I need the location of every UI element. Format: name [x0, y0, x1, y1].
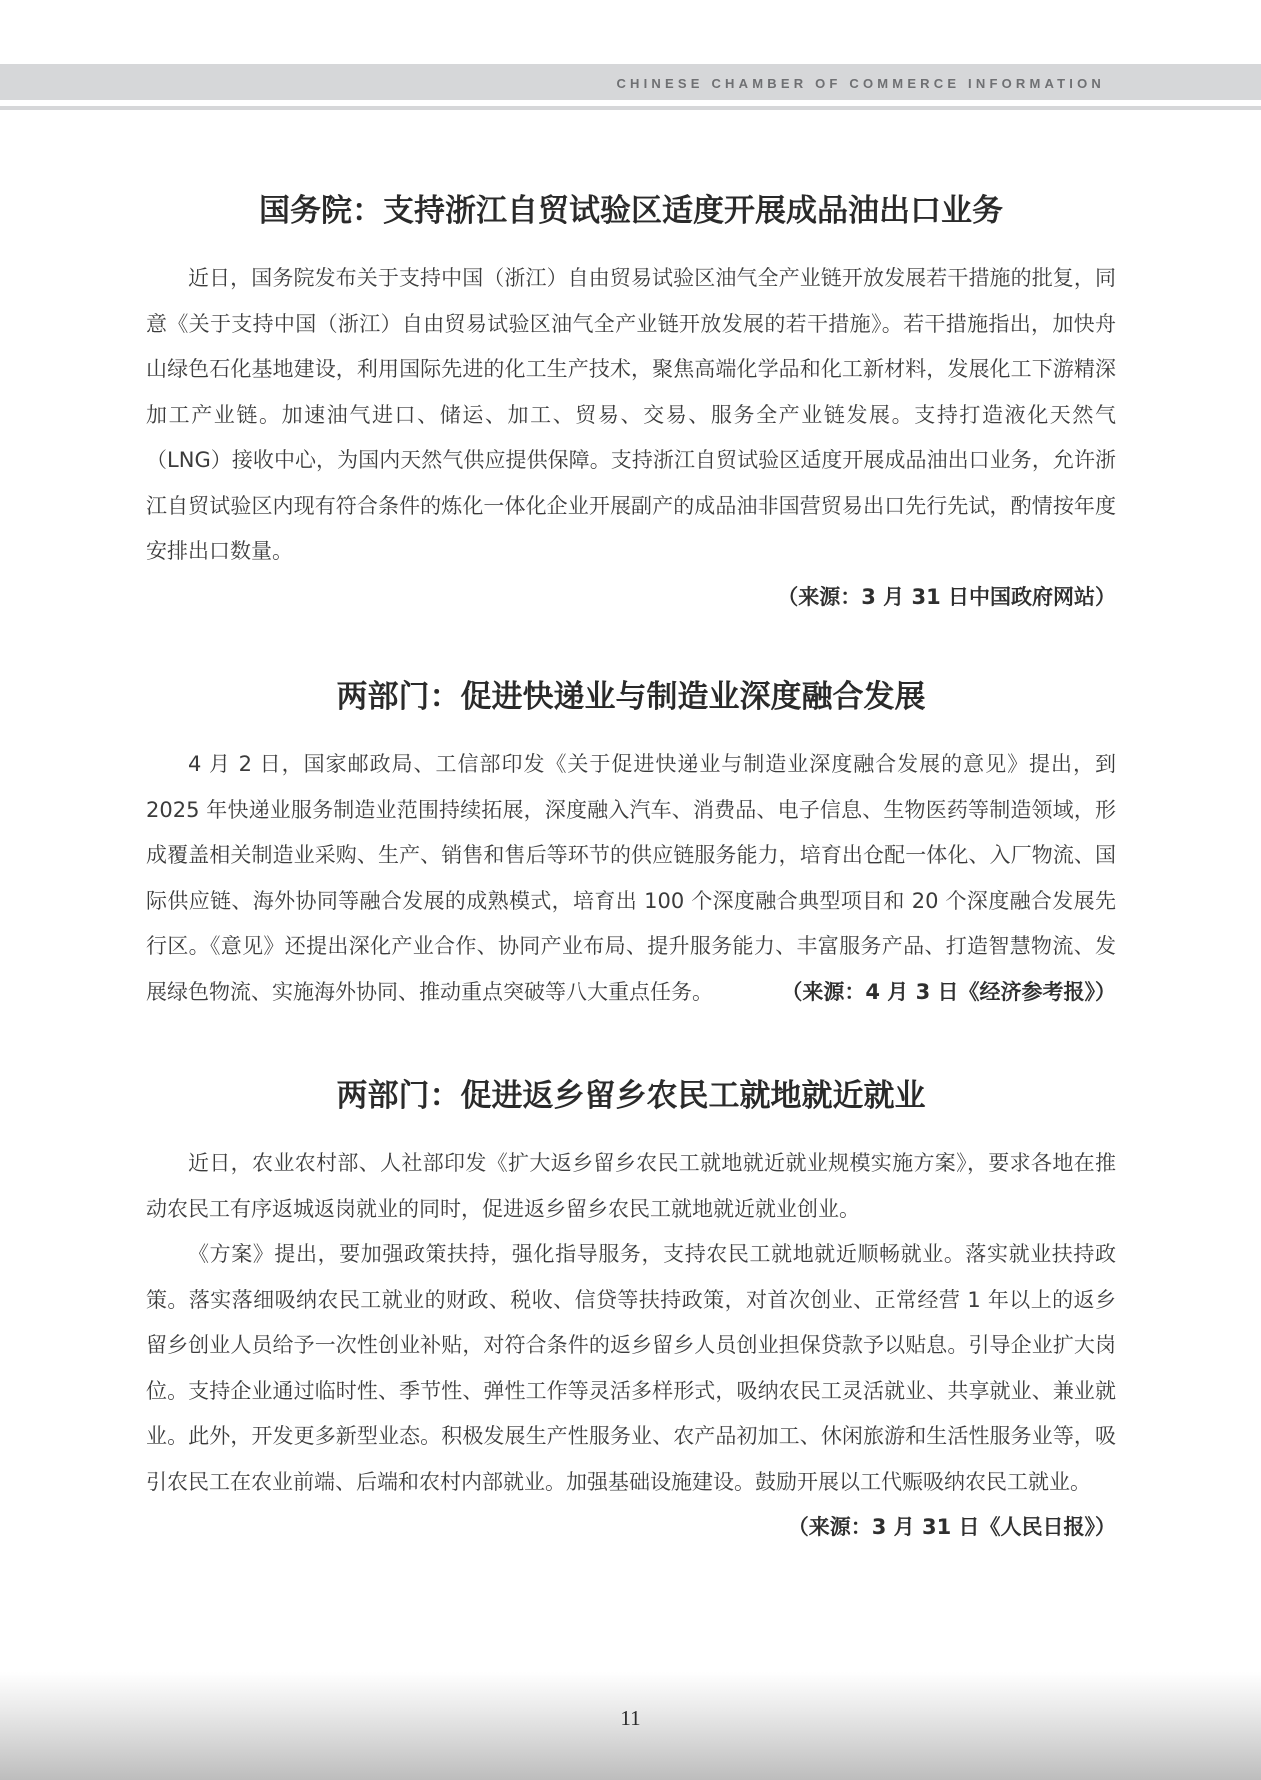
article-paragraph: [146, 742, 1116, 1015]
header-rule: [0, 106, 1261, 110]
article-source: （来源：4 月 3 日《经济参考报》）: [781, 979, 1116, 1004]
article-title: 两部门：促进快递业与制造业深度融合发展: [336, 679, 926, 715]
article-3: [146, 1075, 1116, 1551]
article-title: 国务院：支持浙江自贸试验区适度开展成品油出口业务: [259, 193, 1003, 229]
publication-name: CHINESE CHAMBER OF COMMERCE INFORMATION: [616, 76, 1105, 91]
article-paragraph: 近日，国务院发布关于支持中国（浙江）自由贸易试验区油气全产业链开放发展若干措施的批复，同意《关于支持中国（浙江）自由贸易试验区油气全产业链开放发展的若干措施》。若干措施指出，加快舟山绿色石化基地建设，利用国际先进的化工生产技术，聚焦高端化学品和化工新材料，发展化工下游精深加工产业链。加速油气进口、储运、加工、贸易、交易、服务全产业链发展。支持打造液化天然气（LNG）接收中心，为国内天然气供应提供保障。支持浙江自贸试验区适度开展成品油出口业务，允许浙江自贸试验区内现有符合条件的炼化一体化企业开展副产的成品油非国营贸易出口先行先试，酌情按年度安排出口数量。: [146, 266, 1116, 563]
article-1: [146, 190, 1116, 620]
article-paragraph-text: 4 月 2 日，国家邮政局、工信部印发《关于促进快递业与制造业深度融合发展的意见》提出，到 2025 年快递业服务制造业范围持续拓展，深度融入汽车、消费品、电子信息、生物医药等制造领域，形成覆盖相关制造业采购、生产、销售和售后等环节的供应链服务能力，培育出仓配一体化、入厂物流、国际供应链、海外协同等融合发展的成熟模式，培育出 100 个深度融合典型项目和 20 个深度融合发展先行区。《意见》还提出深化产业合作、协同产业布局、提升服务能力、丰富服务产品、打造智慧物流、发展绿色物流、实施海外协同、推动重点突破等八大重点任务。: [146, 752, 1116, 1004]
page-content: [146, 190, 1116, 1551]
article-2: [146, 676, 1116, 1015]
article-paragraph: 近日，农业农村部、人社部印发《扩大返乡留乡农民工就地就近就业规模实施方案》，要求各地在推动农民工有序返城返岗就业的同时，促进返乡留乡农民工就地就近就业创业。: [146, 1151, 1116, 1221]
page-number: 11: [620, 1706, 641, 1730]
article-title: 两部门：促进返乡留乡农民工就地就近就业: [336, 1078, 926, 1114]
article-source: （来源：3 月 31 日中国政府网站）: [777, 584, 1116, 609]
article-paragraph: 《方案》提出，要加强政策扶持，强化指导服务，支持农民工就地就近顺畅就业。落实就业扶持政策。落实落细吸纳农民工就业的财政、税收、信贷等扶持政策，对首次创业、正常经营 1 年以上的返乡留乡创业人员给予一次性创业补贴，对符合条件的返乡留乡人员创业担保贷款予以贴息。引导企业扩大岗位。支持企业通过临时性、季节性、弹性工作等灵活多样形式，吸纳农民工灵活就业、共享就业、兼业就业。此外，开发更多新型业态。积极发展生产性服务业、农产品初加工、休闲旅游和生活性服务业等，吸引农民工在农业前端、后端和农村内部就业。加强基础设施建设。鼓励开展以工代赈吸纳农民工就业。: [146, 1242, 1116, 1494]
article-source: （来源：3 月 31 日《人民日报》）: [787, 1515, 1116, 1539]
